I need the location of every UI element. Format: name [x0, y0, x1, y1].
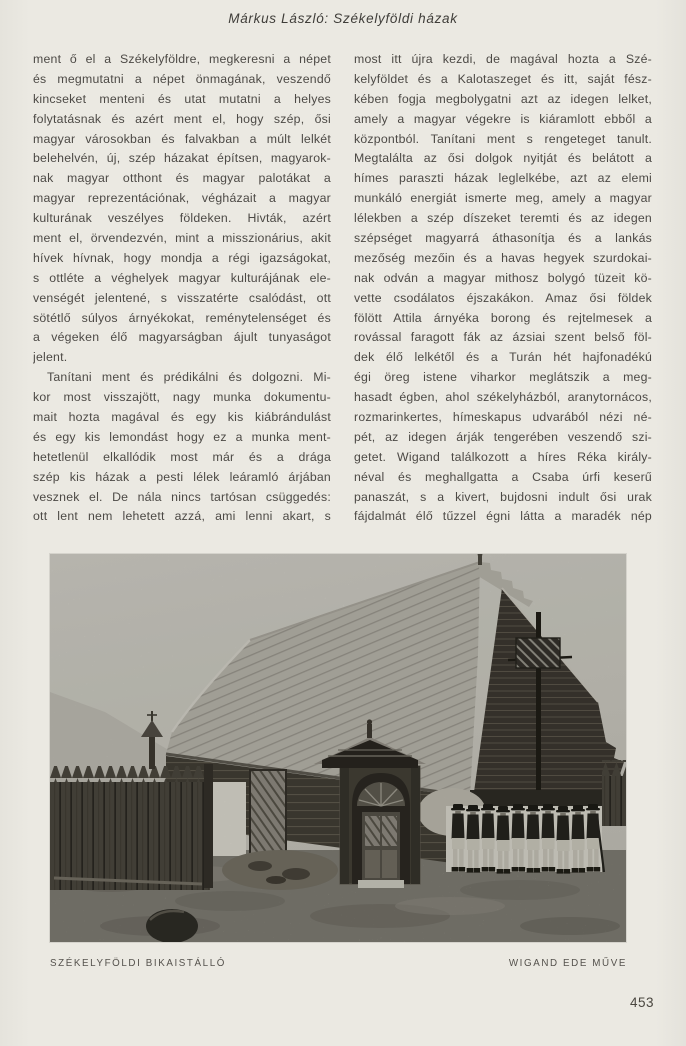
text-line: Tanítani ment és prédikálni és dolgozni. Mi- — [47, 370, 331, 385]
text-line: nak odván a magyar mithosz bolygó tüzeit kö- — [354, 270, 652, 285]
text-line: égi öreg istene viharkor meglátszik a meg- — [354, 370, 652, 385]
text-line: ment el, örvendezvén, mint a misszionárius, akit — [33, 231, 331, 246]
text-line: Megtalálta az ősi dolgok nyitját és belátott a — [354, 151, 652, 166]
text-line: nak magyar otthont és magyar palotákat a — [33, 171, 331, 186]
text-line: magyar városokban és falvakban a múlt lelkét — [33, 131, 331, 146]
text-line: fölött Attila árnyéka borong és rejtelmesek a — [354, 310, 652, 325]
text-line: ott lent nem lehetett azzá, ami lenni akart, s — [33, 509, 331, 524]
text-line: jelent. — [33, 350, 68, 365]
text-line: kor most visszajött, nagy munka dokumentu- — [33, 390, 331, 405]
text-line: hímes paraszti házak leglelkébe, azt az elemi — [354, 171, 652, 186]
text-line: munkáló energiát ismerte meg, amely a magyar — [354, 191, 652, 206]
caption-left: SZÉKELYFÖLDI BIKAISTÁLLÓ — [50, 958, 226, 969]
text-line: mezőség mezőin és a havas hegyek szurdokai- — [354, 250, 652, 265]
text-line: folytatásnak és azért ment el, hogy szép, ősi — [33, 111, 331, 126]
text-line: vette csodálatos éjszakákon. Amaz ősi földek — [354, 290, 652, 305]
text-line: belehelvén, új, szép házakat építsen, magyarok- — [33, 151, 331, 166]
text-line: kulturának veszélyes földeken. Hivták, azért — [33, 211, 331, 226]
text-line: fájdalmát élő tűzzel égni látta a maradék nép — [354, 509, 652, 524]
text-line: és egy kis lemondást hogy ez a munka ment- — [33, 429, 331, 444]
text-line: központból. Tanítani ment s rengeteget tanult. — [354, 131, 652, 146]
text-line: pét, az idegen árják tengerében veszendő szi- — [354, 429, 652, 444]
text-line: szépséget magyarrá áthasonítja és a lankás — [354, 231, 652, 246]
text-line: magyar reprezentációnak, végházait a magyar — [33, 191, 331, 206]
text-line: hasadt égben, ahol székelyházból, aranytornácos, — [354, 390, 652, 405]
text-line: kében fogja megbolygatni azt az idegen lelket, — [354, 91, 652, 106]
text-line: lélekben a szép díszeket teremti és az idegen — [354, 211, 652, 226]
text-line: hetetlenül elkallódik most már és a drága — [33, 449, 331, 464]
text-line: a végeken élő magyarságban ájult tunyaságot — [33, 330, 331, 345]
text-line: ment ő el a Székelyföldre, megkeresni a népet — [33, 52, 331, 66]
text-line: amely a magyar végekre is kiáramlott ebből a — [354, 111, 652, 126]
text-line: dek élő lelkétől és a Turán hét hajfonadékú — [354, 350, 652, 365]
text-line: sötétlő súlyos árnyékokat, reménytelenséget és — [33, 310, 331, 325]
page-number: 453 — [629, 995, 654, 1010]
running-header: Márkus László: Székelyföldi házak — [228, 11, 458, 26]
text-column-left — [33, 50, 331, 527]
text-column-right — [354, 50, 652, 527]
figure-captions — [50, 958, 627, 969]
text-line: most itt újra kezdi, de magával hozta a Szé- — [354, 52, 652, 66]
text-line: venségét jelentené, s visszatérte csalódást, ott — [33, 290, 331, 305]
text-line: rovással faragott fák az ázsiai szent belső föl- — [354, 330, 652, 345]
text-line: panaszát, s a kivert, bujdosni indult ősi urak — [354, 489, 652, 504]
text-line: kincseket menteni és utat mutatni a helyes — [33, 91, 331, 106]
text-line: rozmarinkertes, hímeskapus udvarából nézi né- — [354, 410, 652, 425]
text-line: néval és meghallgatta a Csaba úrfi keserű — [354, 469, 652, 484]
caption-right: WIGAND EDE MŰVE — [508, 958, 627, 969]
text-line: getet. Wigand találkozott a híres Réka király- — [354, 449, 652, 464]
photo-szekely-bull-stable — [50, 554, 626, 942]
text-line: mait hozta magával és egy kis kiábrándulást — [33, 410, 331, 425]
text-line: kelyföldet és a Kalotaszeget és itt, saját fész- — [354, 71, 652, 86]
text-line: szép kis házak a pesti lélek leáramló árjában — [33, 469, 331, 484]
text-line: vesznek el. De nála nincs tartósan csüggedés: — [33, 489, 331, 504]
text-line: s ottléte a véghelyek magyar kulturájának ele- — [33, 270, 331, 285]
photo-illustration — [50, 554, 626, 942]
text-line: hívek hívnak, hogy mondja a régi igazságokat, — [33, 250, 331, 265]
photo-tone — [50, 554, 626, 942]
text-line: és megmutatni a népet önmagának, veszendő — [33, 71, 331, 86]
